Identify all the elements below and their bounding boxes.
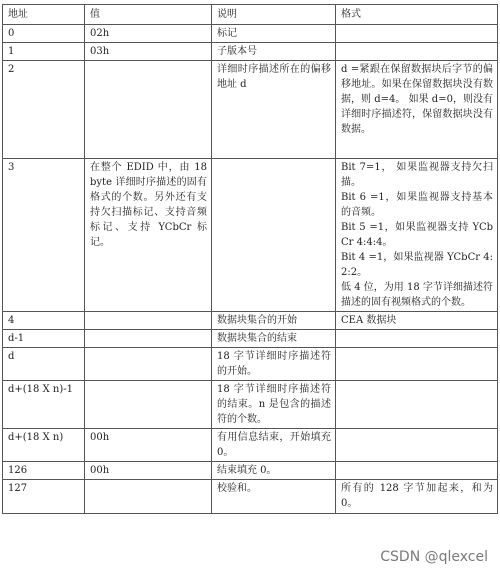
cell-format bbox=[336, 480, 498, 514]
cell-value: 在整个 EDID 中，由 18 byte 详细时序描述的固有格式的个数。另外还有支持欠扫描标记、支持音频标记、支持 YCbCr 标记。 bbox=[85, 159, 212, 312]
table-row bbox=[3, 25, 498, 43]
cell-value bbox=[85, 330, 212, 348]
cell-format bbox=[336, 61, 498, 159]
cell-value bbox=[85, 312, 212, 330]
table-row bbox=[3, 381, 498, 429]
cell-address: 0 bbox=[3, 25, 85, 43]
table-row bbox=[3, 348, 498, 381]
cell-value: 00h bbox=[85, 429, 212, 462]
cell-address: d+(18 X n)-1 bbox=[3, 381, 85, 429]
cell-format bbox=[336, 462, 498, 480]
table-header-row bbox=[3, 5, 498, 25]
table-row bbox=[3, 429, 498, 462]
cell-format bbox=[336, 330, 498, 348]
csdn-watermark: CSDN @qlexcel bbox=[380, 549, 488, 565]
cell-description: 子版本号 bbox=[212, 43, 336, 61]
cell-description: 标记 bbox=[212, 25, 336, 43]
cell-description bbox=[212, 159, 336, 312]
table-row bbox=[3, 43, 498, 61]
cell-value: 03h bbox=[85, 43, 212, 61]
edid-extension-table bbox=[2, 4, 498, 514]
cell-address: 126 bbox=[3, 462, 85, 480]
cell-description: 18 字节详细时序描述符的开始。 bbox=[212, 348, 336, 381]
cell-value bbox=[85, 381, 212, 429]
header-description: 说明 bbox=[212, 5, 336, 25]
cell-address: 1 bbox=[3, 43, 85, 61]
cell-format bbox=[336, 43, 498, 61]
cell-value bbox=[85, 61, 212, 159]
table-row bbox=[3, 480, 498, 514]
cell-description: 结束填充 0。 bbox=[212, 462, 336, 480]
cell-address: d-1 bbox=[3, 330, 85, 348]
cell-description: 18 字节详细时序描述符的结束。n 是包含的描述符的个数。 bbox=[212, 381, 336, 429]
cell-format bbox=[336, 381, 498, 429]
table-row bbox=[3, 330, 498, 348]
cell-address: 4 bbox=[3, 312, 85, 330]
cell-address: 127 bbox=[3, 480, 85, 514]
table-row bbox=[3, 312, 498, 330]
cell-value: 02h bbox=[85, 25, 212, 43]
header-value: 值 bbox=[85, 5, 212, 25]
format-line: 所有的 128 字节加起来，和为 0。 bbox=[341, 483, 493, 509]
cell-value bbox=[85, 348, 212, 381]
cell-description: 数据块集合的开始 bbox=[212, 312, 336, 330]
format-line: Bit 4 =1，如果监视器 YCbCr 4:2:2。 bbox=[341, 252, 493, 278]
cell-format bbox=[336, 348, 498, 381]
cell-value: 00h bbox=[85, 462, 212, 480]
cell-format bbox=[336, 159, 498, 312]
format-line: d =紧跟在保留数据块后字节的偏移地址。如果在保留数据块没有数据，则 d=4。 如果 d=0，则没有详细时序描述符，保留数据块没有数据。 bbox=[341, 64, 493, 135]
header-address: 地址 bbox=[3, 5, 85, 25]
cell-description: 数据块集合的结束 bbox=[212, 330, 336, 348]
cell-address: d+(18 X n) bbox=[3, 429, 85, 462]
table-row bbox=[3, 462, 498, 480]
format-line: Bit 5 =1，如果监视器支持 YCbCr 4:4:4。 bbox=[341, 222, 493, 248]
cell-format bbox=[336, 429, 498, 462]
cell-address: 2 bbox=[3, 61, 85, 159]
cell-value bbox=[85, 480, 212, 514]
table-row bbox=[3, 61, 498, 159]
cell-address: 3 bbox=[3, 159, 85, 312]
header-format: 格式 bbox=[336, 5, 498, 25]
cell-format bbox=[336, 312, 498, 330]
cell-description: 详细时序描述所在的偏移地址 d bbox=[212, 61, 336, 159]
table-row bbox=[3, 159, 498, 312]
format-line: Bit 7=1， 如果监视器支持欠扫描。 bbox=[341, 162, 493, 188]
cell-format bbox=[336, 25, 498, 43]
cell-address: d bbox=[3, 348, 85, 381]
format-line: Bit 6 =1，如果监视器支持基本的音频。 bbox=[341, 192, 493, 218]
cell-description: 校验和。 bbox=[212, 480, 336, 514]
format-line: CEA 数据块 bbox=[341, 315, 397, 326]
cell-description: 有用信息结束，开始填充 0。 bbox=[212, 429, 336, 462]
format-line: 低 4 位，为用 18 字节详细描述符描述的固有视频格式的个数。 bbox=[341, 282, 493, 308]
